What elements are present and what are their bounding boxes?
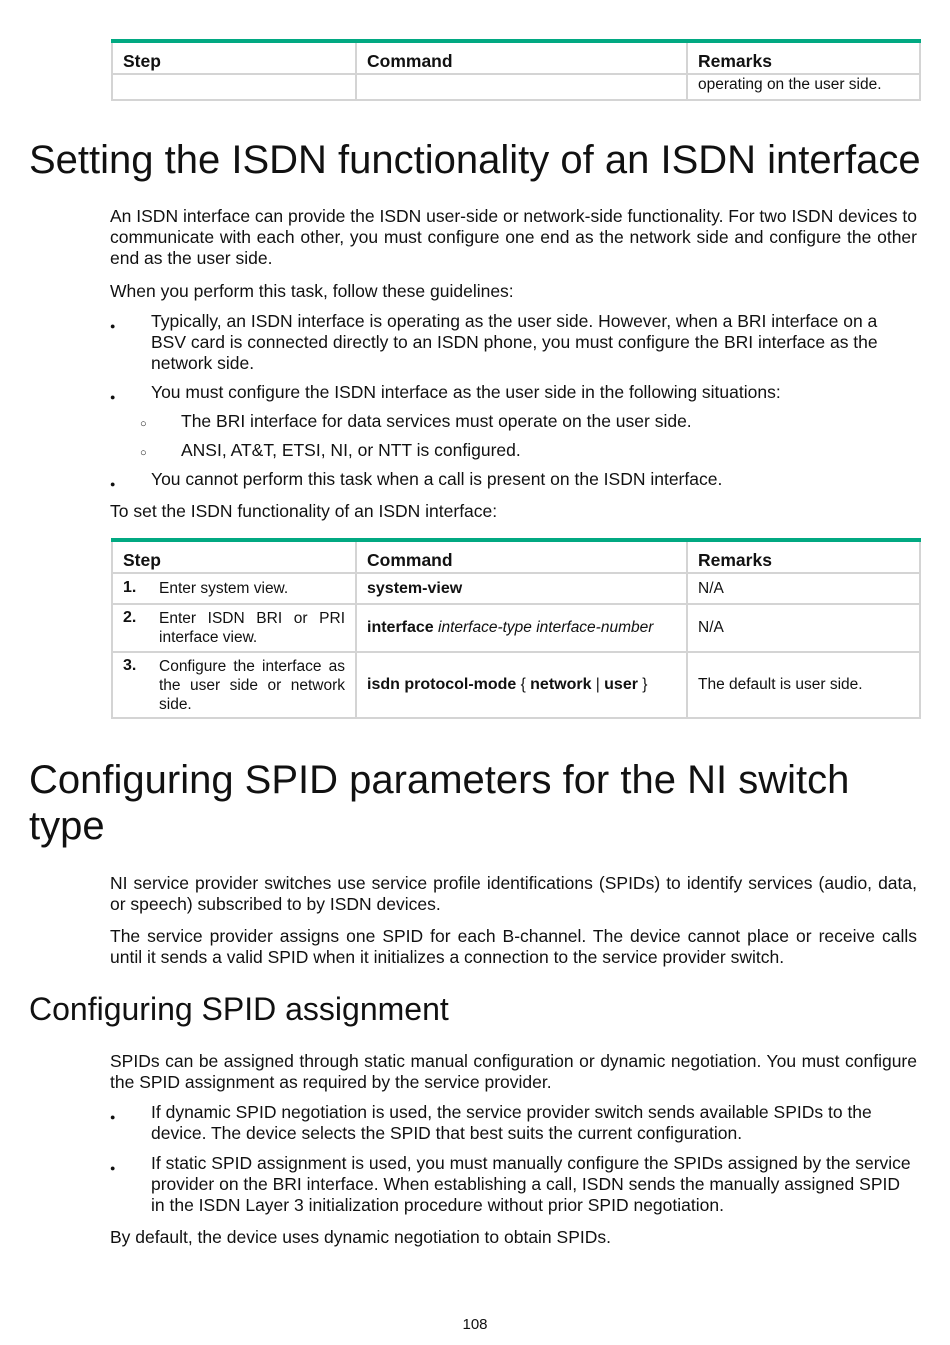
bullet-text: You must configure the ISDN interface as the user side in the following situations: xyxy=(151,382,781,402)
subsection-title: Configuring SPID assignment xyxy=(29,991,449,1027)
table-row xyxy=(112,652,920,718)
bullet-item xyxy=(110,1102,917,1144)
brace-open: { xyxy=(520,676,526,693)
sub-bullet-text: The BRI interface for data services must operate on the user side. xyxy=(181,411,692,431)
remark-cell: N/A xyxy=(687,604,920,652)
command-keyword: isdn protocol-mode xyxy=(367,676,517,693)
remark-cell: N/A xyxy=(687,573,920,604)
step-cell xyxy=(112,573,356,604)
header-command: Command xyxy=(356,540,687,573)
section-title: Configuring SPID parameters for the NI switch type xyxy=(29,758,850,848)
section-title: Setting the ISDN functionality of an ISDN interface xyxy=(29,138,921,182)
bullet-text: You cannot perform this task when a call is present on the ISDN interface. xyxy=(151,469,723,489)
command-option: network xyxy=(530,676,592,693)
page-number: 108 xyxy=(462,1316,488,1333)
paragraph: An ISDN interface can provide the ISDN user-side or network-side functionality. For two ISDN devices to communicate with each other, you must configure one end as the network side and configure the other end as the user side. xyxy=(110,206,917,268)
header-step: Step xyxy=(112,540,356,573)
paragraph: SPIDs can be assigned through static manual configuration or dynamic negotiation. You must configure the SPID assignment as required by the service provider. xyxy=(110,1051,917,1092)
bullet-text: If dynamic SPID negotiation is used, the service provider switch sends available SPIDs to the device. The device selects the SPID that best suits the current configuration. xyxy=(151,1102,872,1143)
table-row xyxy=(112,604,920,652)
step-number: 1. xyxy=(123,579,137,596)
sub-bullet-text: ANSI, AT&T, ETSI, NI, or NTT is configured. xyxy=(181,440,521,460)
paragraph: To set the ISDN functionality of an ISDN interface: xyxy=(110,501,498,521)
command-cell xyxy=(356,652,687,718)
paragraph: When you perform this task, follow these guidelines: xyxy=(110,281,514,301)
header-remarks: Remarks xyxy=(687,41,920,74)
continued-command-table xyxy=(111,39,921,101)
command-keyword: system-view xyxy=(367,579,463,597)
bullet-icon: ● xyxy=(110,321,116,331)
header-remarks: Remarks xyxy=(687,540,920,573)
paragraph: By default, the device uses dynamic negotiation to obtain SPIDs. xyxy=(110,1227,611,1247)
command-option: user xyxy=(604,676,638,693)
command-table xyxy=(111,538,921,719)
bullet-icon: ● xyxy=(110,1112,116,1122)
command-argument: interface-type interface-number xyxy=(438,619,654,636)
table-row xyxy=(112,573,920,604)
option-separator: | xyxy=(595,676,600,693)
command-cell xyxy=(356,604,687,652)
bullet-item xyxy=(110,469,917,490)
sub-bullet-item xyxy=(140,411,917,432)
table-cell: operating on the user side. xyxy=(687,74,920,100)
command-cell xyxy=(356,573,687,604)
step-number: 2. xyxy=(123,609,137,626)
paragraph: NI service provider switches use service profile identifications (SPIDs) to identify services (audio, data, or speech) subscribed to by ISDN devices. xyxy=(110,873,917,914)
step-description: Configure the interface as the user side or network side. xyxy=(159,657,345,713)
sub-bullet-icon: ○ xyxy=(140,418,147,430)
bullet-icon: ● xyxy=(110,1163,116,1173)
sub-bullet-item xyxy=(140,440,917,461)
step-description: Enter system view. xyxy=(159,580,289,597)
remark-cell: The default is user side. xyxy=(687,652,920,718)
table-cell xyxy=(112,74,356,100)
bullet-icon: ● xyxy=(110,479,116,489)
step-description: Enter ISDN BRI or PRI interface view. xyxy=(159,610,345,646)
paragraph: The service provider assigns one SPID for each B-channel. The device cannot place or receive calls until it sends a valid SPID when it initializes a connection to the service provider switch. xyxy=(110,926,917,967)
bullet-item xyxy=(110,1153,917,1216)
bullet-text: Typically, an ISDN interface is operating as the user side. However, when a BRI interface on a BSV card is connected directly to an ISDN phone, you must configure the BRI interface as the network side. xyxy=(151,311,878,373)
header-command: Command xyxy=(356,41,687,74)
header-step: Step xyxy=(112,41,356,74)
brace-close: } xyxy=(642,676,648,693)
step-cell xyxy=(112,604,356,652)
bullet-item xyxy=(110,311,917,374)
bullet-text: If static SPID assignment is used, you must manually configure the SPIDs assigned by the service provider on the BRI interface. When establishing a call, ISDN sends the manually assigned SPID in the ISDN Layer 3 initialization procedure without prior SPID negotiation. xyxy=(151,1153,911,1215)
table-cell xyxy=(356,74,687,100)
bullet-item xyxy=(110,382,917,403)
step-number: 3. xyxy=(123,656,137,674)
step-cell xyxy=(112,652,356,718)
sub-bullet-icon: ○ xyxy=(140,447,147,459)
command-keyword: interface xyxy=(367,619,434,636)
bullet-icon: ● xyxy=(110,392,116,402)
